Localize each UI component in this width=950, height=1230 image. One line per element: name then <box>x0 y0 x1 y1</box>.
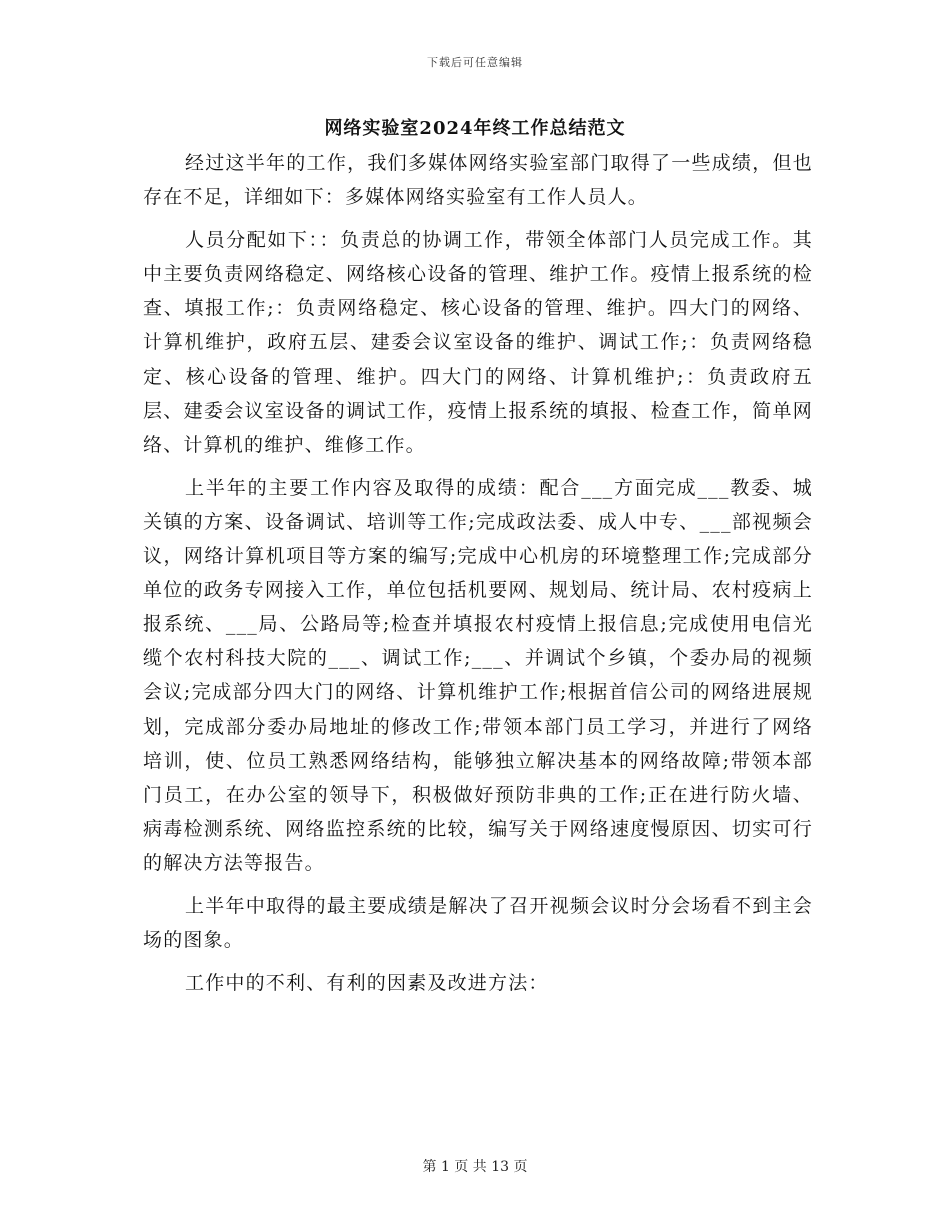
document-body <box>143 146 813 1000</box>
paragraph-factors: 工作中的不利、有利的因素及改进方法： <box>185 972 549 995</box>
paragraph-staff-allocation: 人员分配如下：：负责总的协调工作，带领全体部门人员完成工作。其中主要负责网络稳定、网络核心设备的管理、维护工作。疫情上报系统的检查、填报工作;：负责网络稳定、核心设备的管理、维护。四大门的网络、计算机维护，政府五层、建委会议室设备的维护、调试工作;：负责网络稳定、核心设备的管理、维护。四大门的网络、计算机维护;：负责政府五层、建委会议室设备的调试工作，疫情上报系统的填报、检查工作，简单网络、计算机的维护、维修工作。 <box>143 229 813 456</box>
paragraph-main-work: 上半年的主要工作内容及取得的成绩：配合___方面完成___教委、城关镇的方案、设备调试、培训等工作;完成政法委、成人中专、___部视频会议，网络计算机项目等方案的编写;完成中心机房的环境整理工作;完成部分单位的政务专网接入工作，单位包括机要网、规划局、统计局、农村疫病上报系统、___局、公路局等;检查并填报农村疫情上报信息;完成使用电信光缆个农村科技大院的___、调试工作;___、并调试个乡镇，个委办局的视频会议;完成部分四大门的网络、计算机维护工作;根据首信公司的网络进展规划，完成部分委办局地址的修改工作;带领本部门员工学习，并进行了网络培训，使、位员工熟悉网络结构，能够独立解决基本的网络故障;带领本部门员工，在办公室的领导下，积极做好预防非典的工作;正在进行防火墙、病毒检测系统、网络监控系统的比较，编写关于网络速度慢原因、切实可行的解决方法等报告。 <box>143 476 813 874</box>
paragraph-key-achievement: 上半年中取得的最主要成绩是解决了召开视频会议时分会场看不到主会场的图象。 <box>143 894 813 952</box>
paragraph-intro: 经过这半年的工作，我们多媒体网络实验室部门取得了一些成绩，但也存在不足，详细如下：多媒体网络实验室有工作人员人。 <box>143 152 813 209</box>
page-footer: 第 1 页 共 13 页 <box>422 1159 528 1175</box>
document-title: 网络实验室2024年终工作总结范文 <box>324 118 626 139</box>
header-note: 下载后可任意编辑 <box>427 56 523 69</box>
